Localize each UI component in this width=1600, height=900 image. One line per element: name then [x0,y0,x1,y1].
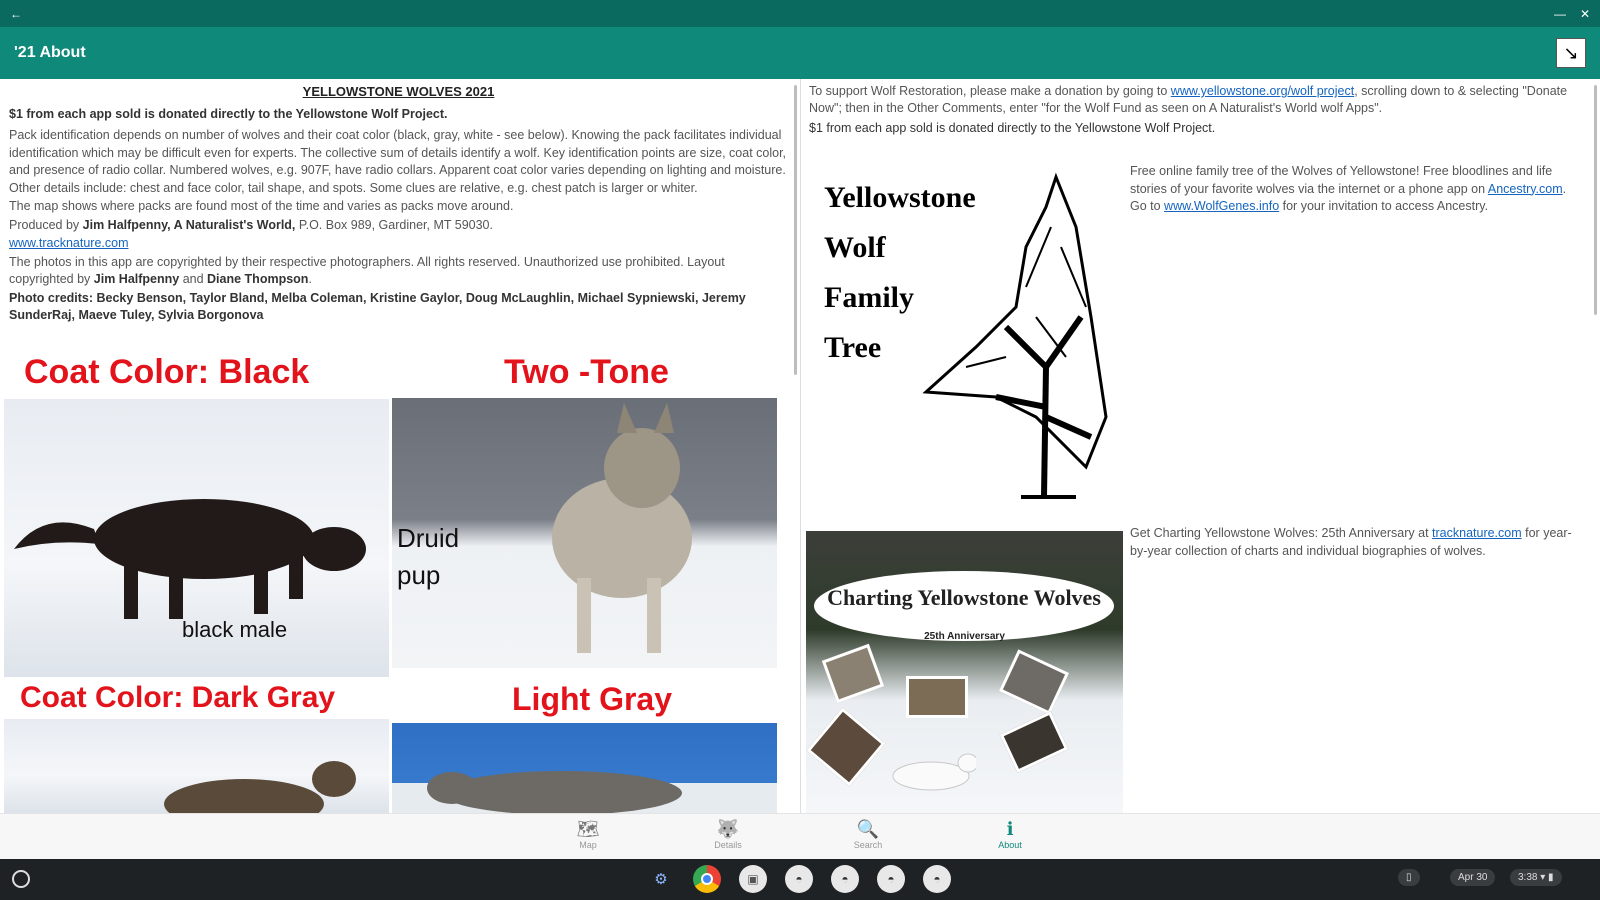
app-logo-icon[interactable]: ↘ [1556,38,1586,68]
cover-photo-thumb [1000,711,1069,773]
page-title: '21 About [14,44,86,61]
yellowstone-donate-link[interactable]: www.yellowstone.org/wolf project [1170,84,1355,98]
tree-title-line: Tree [824,331,882,364]
right-donation-note: $1 from each app sold is donated directly to the Yellowstone Wolf Project. [809,121,1216,135]
photo-credits: Photo credits: Becky Benson, Taylor Bland, Melba Coleman, Kristine Gaylor, Doug McLaughlin, Michael Sypniewski, Jeremy SunderRaj, Maeve Tuley, Sylvia Borgonova [9,290,746,322]
back-icon[interactable]: ← [10,6,22,21]
window-titlebar [0,0,1600,27]
charting-banner: Charting Yellowstone Wolves [814,571,1114,641]
wolf-app-icon[interactable]: ◓ [831,865,859,893]
nav-map[interactable] [558,818,618,850]
wolf-app-icon[interactable]: ◓ [923,865,951,893]
nav-search[interactable] [838,818,898,850]
tracknature-link[interactable]: www.tracknature.com [9,236,129,250]
right-pane[interactable] [803,79,1598,813]
white-wolf-image [886,741,976,801]
tracknature-charting-link[interactable]: tracknature.com [1432,526,1522,540]
copyright-text: The photos in this app are copyrighted by their respective photographers. All rights reserved. Unauthorized use prohibited. Layout copyrighted by Jim Halfpenny and Diane Thompson. [9,254,725,286]
druid-pup-caption: Druid pup [397,523,460,590]
wolf-app-icon[interactable]: ◓ [785,865,813,893]
tree-title-line: Wolf [824,231,886,264]
dark-gray-wolf-image [4,719,389,813]
two-tone-label: Two -Tone [504,353,669,391]
family-tree-image[interactable] [806,167,1123,522]
light-gray-wolf-photo [392,723,777,813]
wolfgenes-link[interactable]: www.WolfGenes.info [1164,199,1280,213]
black-male-caption: black male [182,617,288,642]
cover-photo-thumb [906,676,968,718]
identification-text: Pack identification depends on number of wolves and their coat color (black, gray, white - see below). Knowing the pack facilitates individual identification which may be difficult even for experts. The collective sum of details identify a wolf. Key identification points are size, coat color, and presence of radio collar. Numbered wolves, e.g. 907F, have radio collars. Apparent coat color varies depending on lighting and moisture. Other details include: chest and face color, tail shape, and spots. Some clues are relative, e.g. chest patch is larger or whiter. [9,128,787,195]
cover-photo-thumb [822,644,884,703]
map-icon: 🗺 [576,819,600,839]
info-icon: ℹ [1006,819,1014,839]
left-scrollbar[interactable] [794,85,797,375]
settings-gear-icon[interactable]: ⚙ [654,871,668,888]
chrome-icon[interactable] [693,865,721,893]
ancestry-link[interactable]: Ancestry.com [1487,181,1563,196]
wolf-app-icon[interactable]: ◓ [877,865,905,893]
black-wolf-photo [4,399,389,677]
wolf-icon: 🐺 [716,819,740,839]
coat-color-grid [4,351,793,813]
launcher-icon[interactable] [12,870,30,888]
two-tone-wolf-photo [392,398,777,668]
charting-book-cover[interactable] [806,531,1123,813]
app-shortcut-icon[interactable]: ▣ [739,865,767,893]
app-bar [0,27,1600,79]
tablet-mode-icon[interactable]: ▯ [1398,869,1420,886]
producer-name: Jim Halfpenny, A Naturalist's World, [82,217,296,232]
nav-label: Search [853,840,883,850]
support-text: To support Wolf Restoration, please make a donation by going to www.yellowstone.org/wolf project, scrolling down to & selecting "Donate Now"; then in the Other Comments, enter "for the Wolf Fund as seen on A Naturalist's World wolf Apps". [809,84,1568,115]
donation-note: $1 from each app sold is donated directly to the Yellowstone Wolf Project. [9,106,448,121]
coat-dark-gray-label: Coat Color: Dark Gray [20,681,336,714]
map-text: The map shows where packs are found most of the time and varies as packs move around. [9,199,514,213]
tree-title-line: Family [824,281,914,314]
family-tree-text: Free online family tree of the Wolves of Yellowstone! Free bloodlines and life stories of your favorite wolves via the internet or a phone app on Ancestry.com. Go to www.WolfGenes.info for your invitation to access Ancestry. [1130,164,1567,213]
produced-by: Produced by Jim Halfpenny, A Naturalist's World, P.O. Box 989, Gardiner, MT 59030. [9,217,493,232]
search-icon: 🔍 [856,819,880,839]
content-area [0,79,1600,813]
os-shelf [0,859,1600,900]
bottom-navigation [0,813,1600,859]
charting-text: Get Charting Yellowstone Wolves: 25th Anniversary at tracknature.com for year-by-year collection of charts and individual biographies of wolves. [1130,526,1572,558]
cover-photo-thumb [807,708,886,787]
light-gray-wolf-image [392,723,777,813]
tree-title-line: Yellowstone [824,181,976,214]
coat-black-label: Coat Color: Black [24,353,310,391]
nav-details[interactable] [698,818,758,850]
clock-status[interactable]: 3:38 ▾ ▮ [1510,869,1562,886]
pane-divider [800,79,801,813]
dark-gray-wolf-photo [4,719,389,813]
cover-photo-thumb [999,649,1069,714]
nav-label: Details [714,840,742,850]
light-gray-label: Light Gray [512,681,673,717]
left-pane[interactable] [0,79,797,813]
right-scrollbar[interactable] [1594,85,1597,315]
close-icon[interactable]: ✕ [1579,6,1590,21]
nav-label: About [998,840,1022,850]
minimize-icon[interactable]: — [1553,6,1566,21]
date-indicator[interactable]: Apr 30 [1450,869,1495,886]
nav-about[interactable] [980,818,1040,850]
about-heading: YELLOWSTONE WOLVES 2021 [302,84,495,99]
howling-wolf-tree-icon [806,167,1123,522]
anniversary-subtitle: 25th Anniversary [924,631,1005,642]
nav-label: Map [579,840,597,850]
